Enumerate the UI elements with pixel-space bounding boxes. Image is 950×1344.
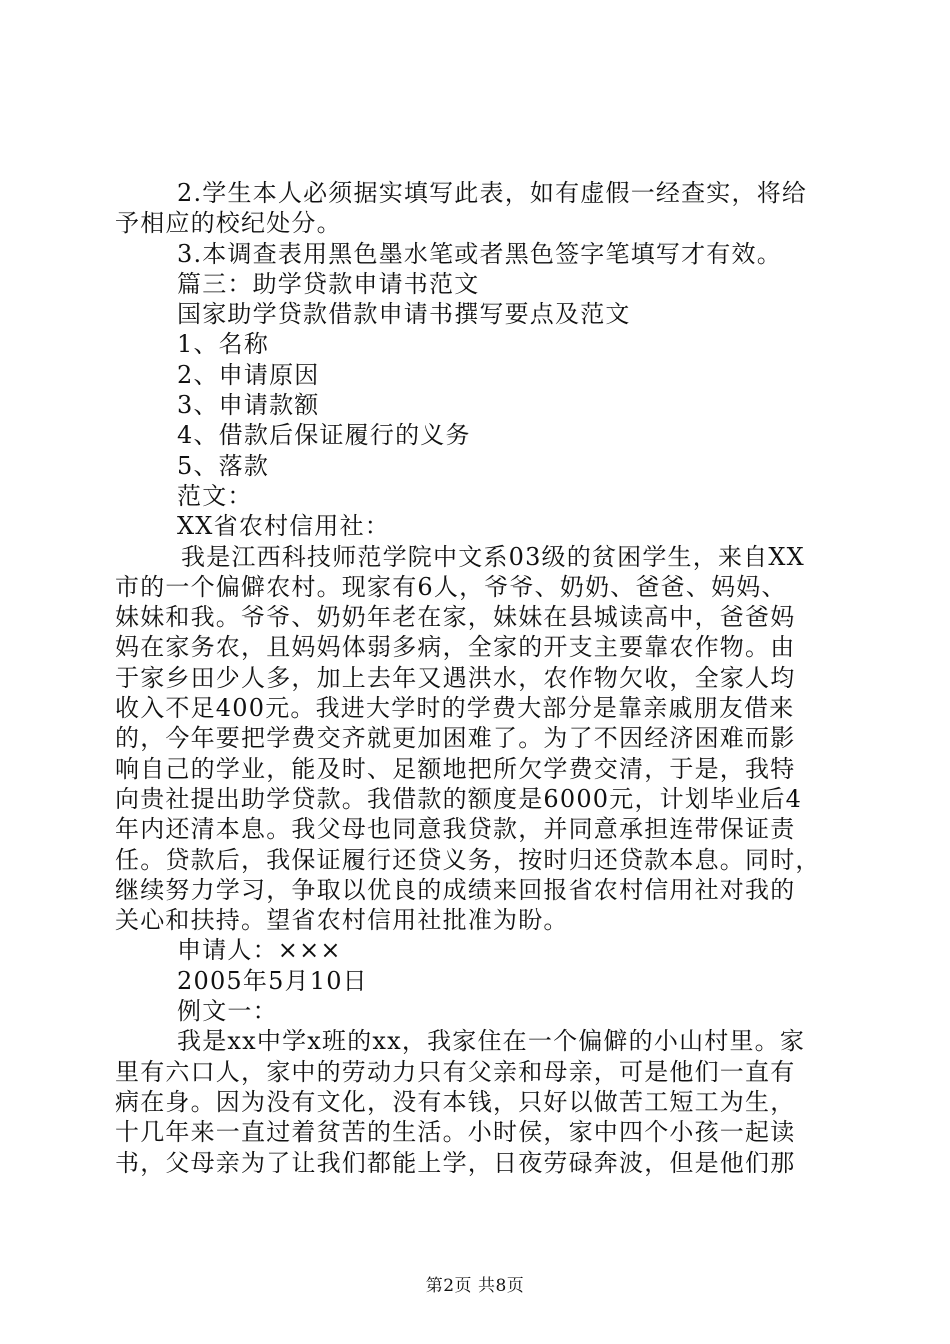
example-paragraph [115, 1026, 835, 1177]
document-body [115, 178, 835, 1178]
text-line: 年内还清本息。我父母也同意我贷款，并同意承担连带保证责 [115, 815, 796, 844]
text-line: 妹妹和我。爷爷、奶奶年老在家，妹妹在县城读高中，爸爸妈 [115, 603, 796, 632]
text-line: 妈在家务农，且妈妈体弱多病，全家的开支主要靠农作物。由 [115, 633, 796, 662]
list-item: 2、申请原因 [177, 360, 320, 389]
letter-paragraph [115, 542, 835, 936]
list-item: 3、申请款额 [177, 391, 320, 420]
section-heading: 例文一： [177, 997, 278, 1026]
signature-date: 2005年5月10日 [177, 966, 368, 995]
text-line: 2.学生本人必须据实填写此表，如有虚假一经查实，将给 [177, 179, 808, 207]
list-item: 5、落款 [177, 451, 270, 480]
text-line: 书，父母亲为了让我们都能上学，日夜劳碌奔波，但是他们那 [115, 1148, 796, 1177]
text-line: 收入不足400元。我进大学时的学费大部分是靠亲戚朋友借来 [115, 694, 795, 723]
text-line: 的，今年要把学费交齐就更加困难了。为了不因经济困难而影 [115, 724, 796, 753]
text-line: 关心和扶持。望省农村信用社批准为盼。 [115, 906, 569, 935]
text-line: 向贵社提出助学贷款。我借款的额度是6000元，计划毕业后4 [115, 784, 803, 813]
text-line: 市的一个偏僻农村。现家有6人，爷爷、奶奶、爸爸、妈妈、 [115, 572, 787, 601]
salutation: XX省农村信用社： [177, 512, 390, 541]
text-line: 3.本调查表用黑色墨水笔或者黑色签字笔填写才有效。 [177, 239, 782, 268]
document-title: 国家助学贷款借款申请书撰写要点及范文 [177, 300, 631, 329]
applicant-signature: 申请人：××× [177, 936, 342, 965]
text-line: 病在身。因为没有文化，没有本钱，只好以做苦工短工为生， [115, 1087, 796, 1116]
text-line: 范文： [177, 481, 253, 510]
text-line: 继续努力学习，争取以优良的成绩来回报省农村信用社对我的 [115, 875, 796, 904]
text-line: 我是江西科技师范学院中文系03级的贫困学生，来自XX [181, 542, 805, 571]
text-line: 十几年来一直过着贫苦的生活。小时侯，家中四个小孩一起读 [115, 1118, 796, 1147]
text-line: 我是xx中学x班的xx，我家住在一个偏僻的小山村里。家 [177, 1027, 806, 1056]
text-line: 予相应的校纪处分。 [115, 209, 342, 238]
page-number-footer: 第2页 共8页 [425, 1276, 525, 1296]
list-item: 4、借款后保证履行的义务 [177, 421, 471, 450]
text-line: 响自己的学业，能及时、足额地把所欠学费交清，于是，我特 [115, 754, 796, 783]
text-line: 里有六口人，家中的劳动力只有父亲和母亲，可是他们一直有 [115, 1057, 796, 1086]
list-item: 1、名称 [177, 330, 270, 359]
section-heading: 篇三：助学贷款申请书范文 [177, 269, 480, 298]
text-line: 任。贷款后，我保证履行还贷义务，按时归还贷款本息。同时， [115, 845, 821, 874]
text-line: 于家乡田少人多，加上去年又遇洪水，农作物欠收，全家人均 [115, 663, 796, 692]
